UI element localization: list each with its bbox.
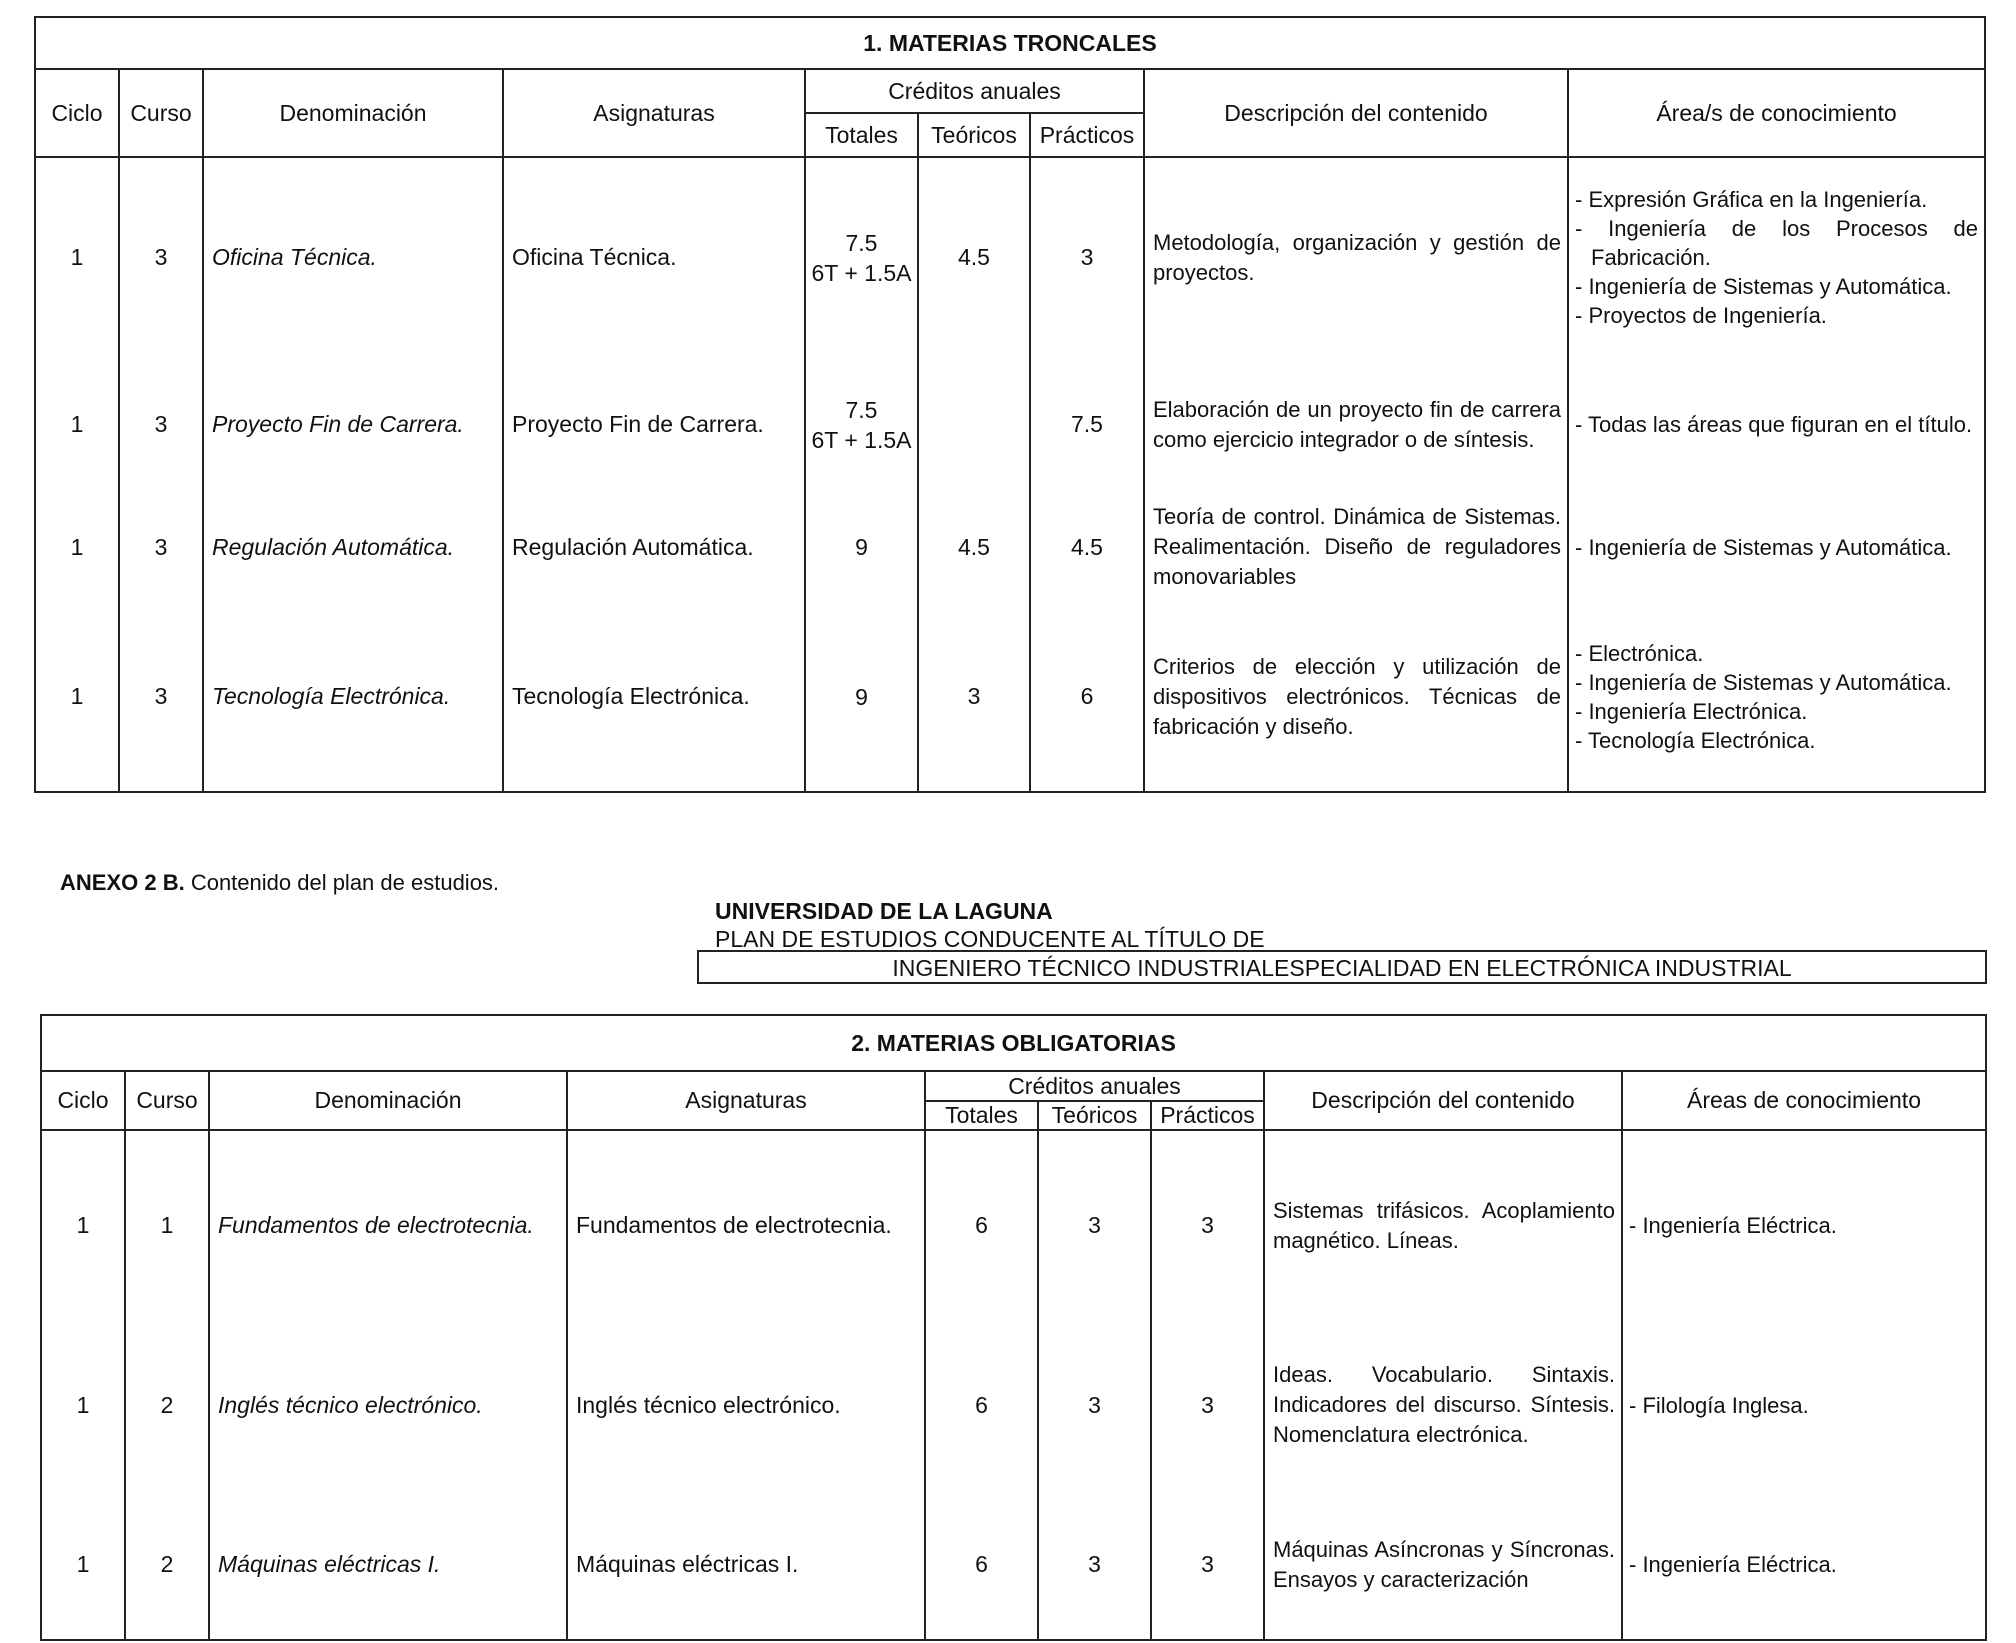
header-practicos: Prácticos <box>1030 113 1144 157</box>
header-descripcion: Descripción del contenido <box>1144 69 1568 157</box>
ciclo-cell: 1 <box>35 357 119 492</box>
areas-cell <box>1622 1320 1986 1490</box>
area-item: - Electrónica. <box>1575 640 1704 666</box>
table-title: 2. MATERIAS OBLIGATORIAS <box>41 1015 1986 1071</box>
practicos-cell: 3 <box>1151 1130 1264 1320</box>
area-item: - Ingeniería de Sistemas y Automática. <box>1575 534 1952 560</box>
totales-sub: 6T + 1.5A <box>811 426 912 453</box>
asignatura-cell: Oficina Técnica. <box>503 157 805 357</box>
header-ciclo: Ciclo <box>41 1071 125 1130</box>
area-item: - Ingeniería Eléctrica. <box>1629 1552 1837 1577</box>
descripcion-cell: Elaboración de un proyecto fin de carrera como ejercicio integrador o de síntesis. <box>1144 357 1568 492</box>
annex-label: ANEXO 2 B. <box>60 870 185 895</box>
area-item: - Tecnología Electrónica. <box>1575 727 1816 753</box>
table-row <box>41 1320 1986 1490</box>
header-teoricos: Teóricos <box>918 113 1030 157</box>
denominacion-cell: Tecnología Electrónica. <box>203 602 503 792</box>
area-item: - Filología Inglesa. <box>1629 1392 1809 1418</box>
descripcion-cell: Metodología, organización y gestión de proyectos. <box>1144 157 1568 357</box>
header-teoricos: Teóricos <box>1038 1101 1151 1130</box>
denominacion-cell: Regulación Automática. <box>203 492 503 602</box>
denominacion-cell: Oficina Técnica. <box>203 157 503 357</box>
practicos-cell: 3 <box>1151 1490 1264 1640</box>
table-row <box>35 492 1985 602</box>
annex-heading <box>60 870 499 896</box>
curso-cell: 3 <box>119 602 203 792</box>
practicos-cell: 7.5 <box>1030 357 1144 492</box>
ciclo-cell: 1 <box>41 1130 125 1320</box>
totales-cell <box>805 357 918 492</box>
header-creditos: Créditos anuales <box>805 69 1144 113</box>
header-denominacion: Denominación <box>203 69 503 157</box>
asignatura-cell: Regulación Automática. <box>503 492 805 602</box>
table-row <box>35 357 1985 492</box>
areas-cell <box>1568 357 1985 492</box>
teoricos-cell: 3 <box>1038 1490 1151 1640</box>
troncales-table <box>34 16 1986 793</box>
table-row <box>41 1490 1986 1640</box>
curso-cell: 1 <box>125 1130 209 1320</box>
totales-value: 7.5 <box>845 229 878 256</box>
header-creditos: Créditos anuales <box>925 1071 1264 1101</box>
header-asignaturas: Asignaturas <box>503 69 805 157</box>
header-totales: Totales <box>805 113 918 157</box>
table-title: 1. MATERIAS TRONCALES <box>35 17 1985 69</box>
asignatura-cell: Tecnología Electrónica. <box>503 602 805 792</box>
totales-value: 7.5 <box>845 396 878 423</box>
area-item: - Expresión Gráfica en la Ingeniería. <box>1575 187 1928 212</box>
obligatorias-table <box>40 1014 1987 1641</box>
teoricos-cell: 3 <box>1038 1130 1151 1320</box>
teoricos-cell <box>918 357 1030 492</box>
asignatura-cell: Máquinas eléctricas I. <box>567 1490 925 1640</box>
curso-cell: 3 <box>119 157 203 357</box>
teoricos-cell: 4.5 <box>918 492 1030 602</box>
totales-cell <box>805 157 918 357</box>
header-descripcion: Descripción del contenido <box>1264 1071 1622 1130</box>
teoricos-cell: 4.5 <box>918 157 1030 357</box>
descripcion-cell: Criterios de elección y utilización de dispositivos electrónicos. Técnicas de fabricación y diseño. <box>1144 602 1568 792</box>
area-item: - Todas las áreas que figuran en el título. <box>1575 412 1973 437</box>
university-name: UNIVERSIDAD DE LA LAGUNA <box>715 898 1053 924</box>
area-item: - Ingeniería de Sistemas y Automática. <box>1575 274 1952 299</box>
areas-cell <box>1622 1130 1986 1320</box>
curso-cell: 2 <box>125 1320 209 1490</box>
header-asignaturas: Asignaturas <box>567 1071 925 1130</box>
teoricos-cell: 3 <box>1038 1320 1151 1490</box>
degree-title: INGENIERO TÉCNICO INDUSTRIALESPECIALIDAD EN ELECTRÓNICA INDUSTRIAL <box>697 950 1987 984</box>
totales-cell: 6 <box>925 1490 1038 1640</box>
table-row <box>35 157 1985 357</box>
asignatura-cell: Inglés técnico electrónico. <box>567 1320 925 1490</box>
header-areas: Área/s de conocimiento <box>1568 69 1985 157</box>
descripcion-cell: Ideas. Vocabulario. Sintaxis. Indicadores del discurso. Síntesis. Nomenclatura electrónica. <box>1264 1320 1622 1490</box>
area-item: - Ingeniería Eléctrica. <box>1629 1213 1837 1238</box>
header-ciclo: Ciclo <box>35 69 119 157</box>
practicos-cell: 3 <box>1030 157 1144 357</box>
header-denominacion: Denominación <box>209 1071 567 1130</box>
denominacion-cell: Máquinas eléctricas I. <box>209 1490 567 1640</box>
ciclo-cell: 1 <box>35 492 119 602</box>
totales-cell: 6 <box>925 1320 1038 1490</box>
descripcion-cell: Máquinas Asíncronas y Síncronas. Ensayos y caracterización <box>1264 1490 1622 1640</box>
area-item: - Ingeniería de Sistemas y Automática. <box>1575 669 1952 695</box>
areas-cell <box>1568 602 1985 792</box>
header-curso: Curso <box>125 1071 209 1130</box>
totales-cell <box>805 492 918 602</box>
curso-cell: 3 <box>119 357 203 492</box>
teoricos-cell: 3 <box>918 602 1030 792</box>
ciclo-cell: 1 <box>41 1490 125 1640</box>
asignatura-cell: Fundamentos de electrotecnia. <box>567 1130 925 1320</box>
practicos-cell: 6 <box>1030 602 1144 792</box>
ciclo-cell: 1 <box>35 157 119 357</box>
ciclo-cell: 1 <box>41 1320 125 1490</box>
totales-cell <box>805 602 918 792</box>
denominacion-cell: Proyecto Fin de Carrera. <box>203 357 503 492</box>
area-item: - Ingeniería de los Procesos de Fabricación. <box>1575 216 1978 270</box>
header-curso: Curso <box>119 69 203 157</box>
areas-cell <box>1568 492 1985 602</box>
practicos-cell: 3 <box>1151 1320 1264 1490</box>
curso-cell: 3 <box>119 492 203 602</box>
totales-value: 9 <box>855 683 868 710</box>
denominacion-cell: Fundamentos de electrotecnia. <box>209 1130 567 1320</box>
asignatura-cell: Proyecto Fin de Carrera. <box>503 357 805 492</box>
curso-cell: 2 <box>125 1490 209 1640</box>
descripcion-cell: Teoría de control. Dinámica de Sistemas. Realimentación. Diseño de reguladores monovariables <box>1144 492 1568 602</box>
practicos-cell: 4.5 <box>1030 492 1144 602</box>
totales-cell: 6 <box>925 1130 1038 1320</box>
header-totales: Totales <box>925 1101 1038 1130</box>
totales-sub: 6T + 1.5A <box>811 259 912 286</box>
ciclo-cell: 1 <box>35 602 119 792</box>
areas-cell <box>1622 1490 1986 1640</box>
area-item: - Ingeniería Electrónica. <box>1575 698 1808 724</box>
table-row <box>35 602 1985 792</box>
header-practicos: Prácticos <box>1151 1101 1264 1130</box>
table-row <box>41 1130 1986 1320</box>
areas-cell <box>1568 157 1985 357</box>
header-areas: Áreas de conocimiento <box>1622 1071 1986 1130</box>
totales-value: 9 <box>855 534 868 560</box>
descripcion-cell: Sistemas trifásicos. Acoplamiento magnético. Líneas. <box>1264 1130 1622 1320</box>
annex-text: Contenido del plan de estudios. <box>184 870 500 895</box>
denominacion-cell: Inglés técnico electrónico. <box>209 1320 567 1490</box>
area-item: - Proyectos de Ingeniería. <box>1575 303 1827 328</box>
plan-title: PLAN DE ESTUDIOS CONDUCENTE AL TÍTULO DE <box>715 926 1265 952</box>
